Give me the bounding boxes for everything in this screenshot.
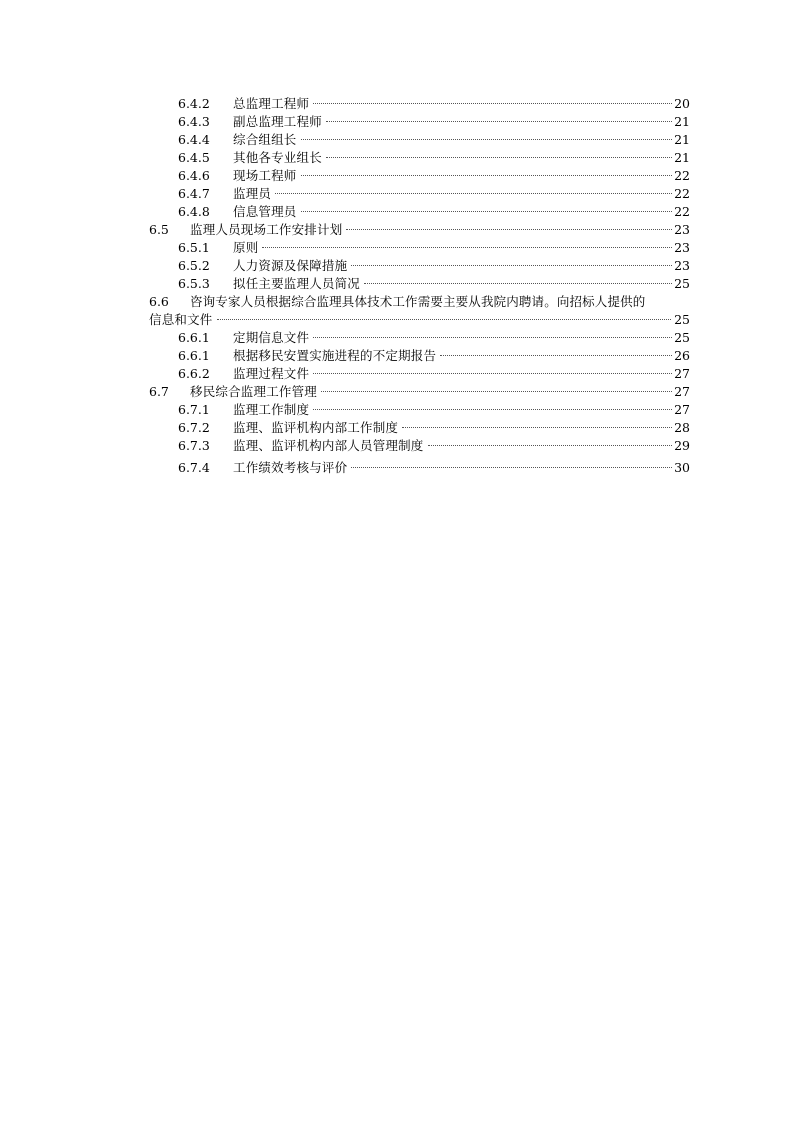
toc-entry-page: 22	[674, 204, 690, 219]
toc-entry[interactable]	[0, 131, 794, 149]
toc-entry-number: 6.4.4	[178, 132, 210, 147]
dot-leader	[321, 391, 688, 392]
toc-entry[interactable]	[0, 401, 794, 419]
toc-entry-page: 27	[674, 402, 690, 417]
toc-entry[interactable]	[0, 383, 794, 401]
toc-entry-title-line2: 信息和文件	[149, 312, 213, 327]
toc-entry-title: 监理、监评机构内部工作制度	[233, 420, 399, 435]
toc-entry-title: 监理人员现场工作安排计划	[190, 222, 343, 237]
toc-entry[interactable]	[0, 95, 794, 113]
toc-entry-page: 20	[674, 96, 690, 111]
toc-entry[interactable]	[0, 459, 794, 477]
dot-leader	[326, 157, 688, 158]
toc-entry-title: 定期信息文件	[233, 330, 310, 345]
dot-leader	[351, 467, 688, 468]
toc-entry-number: 6.4.5	[178, 150, 210, 165]
toc-entry-number: 6.7.3	[178, 438, 210, 453]
toc-entry-number: 6.6.2	[178, 366, 210, 381]
toc-entry-title: 拟任主要监理人员简况	[233, 276, 361, 291]
dot-leader	[313, 103, 688, 104]
toc-entry-title: 监理工作制度	[233, 402, 310, 417]
toc-entry-page: 23	[674, 222, 690, 237]
toc-entry-title: 现场工程师	[233, 168, 297, 183]
toc-entry-page: 25	[674, 330, 690, 345]
toc-entry-number: 6.4.6	[178, 168, 210, 183]
toc-entry-number: 6.5	[149, 222, 169, 237]
toc-entry-wrapped[interactable]	[0, 293, 794, 329]
toc-entry-number: 6.7.1	[178, 402, 210, 417]
dot-leader	[313, 337, 688, 338]
toc-entry-title: 移民综合监理工作管理	[190, 384, 318, 399]
toc-entry-number: 6.4.8	[178, 204, 210, 219]
toc-entry-page: 25	[674, 312, 690, 327]
toc-entry-page: 25	[674, 276, 690, 291]
toc-entry-number: 6.4.3	[178, 114, 210, 129]
toc-entry-number: 6.5.1	[178, 240, 210, 255]
dot-leader	[313, 373, 688, 374]
toc-entry-title: 综合组组长	[233, 132, 297, 147]
toc-entry-page: 21	[674, 132, 690, 147]
toc-entry-title: 原则	[233, 240, 259, 255]
toc-entry-title: 其他各专业组长	[233, 150, 322, 165]
toc-entry[interactable]	[0, 419, 794, 437]
dot-leader	[428, 445, 688, 446]
dot-leader	[346, 229, 688, 230]
toc-entry-number: 6.6.1	[178, 330, 210, 345]
toc-entry-page: 22	[674, 186, 690, 201]
toc-entry-page: 27	[674, 366, 690, 381]
dot-leader	[301, 139, 688, 140]
toc-entry[interactable]	[0, 221, 794, 239]
toc-entry[interactable]	[0, 167, 794, 185]
toc-entry-page: 29	[674, 438, 690, 453]
toc-entry-page: 28	[674, 420, 690, 435]
toc-entry-number: 6.6.1	[178, 348, 210, 363]
dot-leader	[301, 211, 688, 212]
toc-entry-page: 23	[674, 258, 690, 273]
toc-entry-title: 信息管理员	[233, 204, 297, 219]
toc-entry-number: 6.5.2	[178, 258, 210, 273]
dot-leader	[275, 193, 688, 194]
toc-entry[interactable]	[0, 149, 794, 167]
toc-entry-title: 根据移民安置实施进程的不定期报告	[233, 348, 437, 363]
dot-leader	[262, 247, 688, 248]
toc-entry[interactable]	[0, 347, 794, 365]
dot-leader	[217, 319, 672, 320]
dot-leader	[402, 427, 688, 428]
toc-entry-number: 6.5.3	[178, 276, 210, 291]
dot-leader	[364, 283, 688, 284]
toc-entry-page: 22	[674, 168, 690, 183]
toc-entry-number: 6.7.4	[178, 460, 210, 475]
toc-entry[interactable]	[0, 239, 794, 257]
toc-entry[interactable]	[0, 185, 794, 203]
toc-entry-number: 6.4.2	[178, 96, 210, 111]
toc-entry[interactable]	[0, 203, 794, 221]
toc-entry[interactable]	[0, 275, 794, 293]
toc-entry-page: 21	[674, 114, 690, 129]
toc-entry-title: 监理、监评机构内部人员管理制度	[233, 438, 424, 453]
toc-entry-page: 30	[674, 460, 690, 475]
dot-leader	[440, 355, 688, 356]
toc-entry[interactable]	[0, 113, 794, 131]
toc-entry-page: 21	[674, 150, 690, 165]
toc-entry-title: 总监理工程师	[233, 96, 310, 111]
toc-entry-title: 副总监理工程师	[233, 114, 322, 129]
toc-entry-page: 23	[674, 240, 690, 255]
toc-entry-number: 6.4.7	[178, 186, 210, 201]
dot-leader	[313, 409, 688, 410]
toc-entry-title-line1: 咨询专家人员根据综合监理具体技术工作需要主要从我院内聘请。向招标人提供的	[190, 294, 646, 309]
dot-leader	[301, 175, 688, 176]
toc-entry-title: 工作绩效考核与评价	[233, 460, 348, 475]
toc-entry-number: 6.7.2	[178, 420, 210, 435]
toc-entry-title: 监理员	[233, 186, 272, 201]
toc-entry[interactable]	[0, 329, 794, 347]
toc-entry-title: 监理过程文件	[233, 366, 310, 381]
toc-entry-number: 6.6	[149, 294, 169, 309]
toc-entry[interactable]	[0, 437, 794, 455]
table-of-contents	[0, 95, 794, 477]
toc-entry-page: 27	[674, 384, 690, 399]
toc-entry-title: 人力资源及保障措施	[233, 258, 348, 273]
dot-leader	[351, 265, 688, 266]
dot-leader	[326, 121, 688, 122]
toc-entry-page: 26	[674, 348, 690, 363]
toc-entry[interactable]	[0, 257, 794, 275]
toc-entry[interactable]	[0, 365, 794, 383]
toc-entry-number: 6.7	[149, 384, 169, 399]
